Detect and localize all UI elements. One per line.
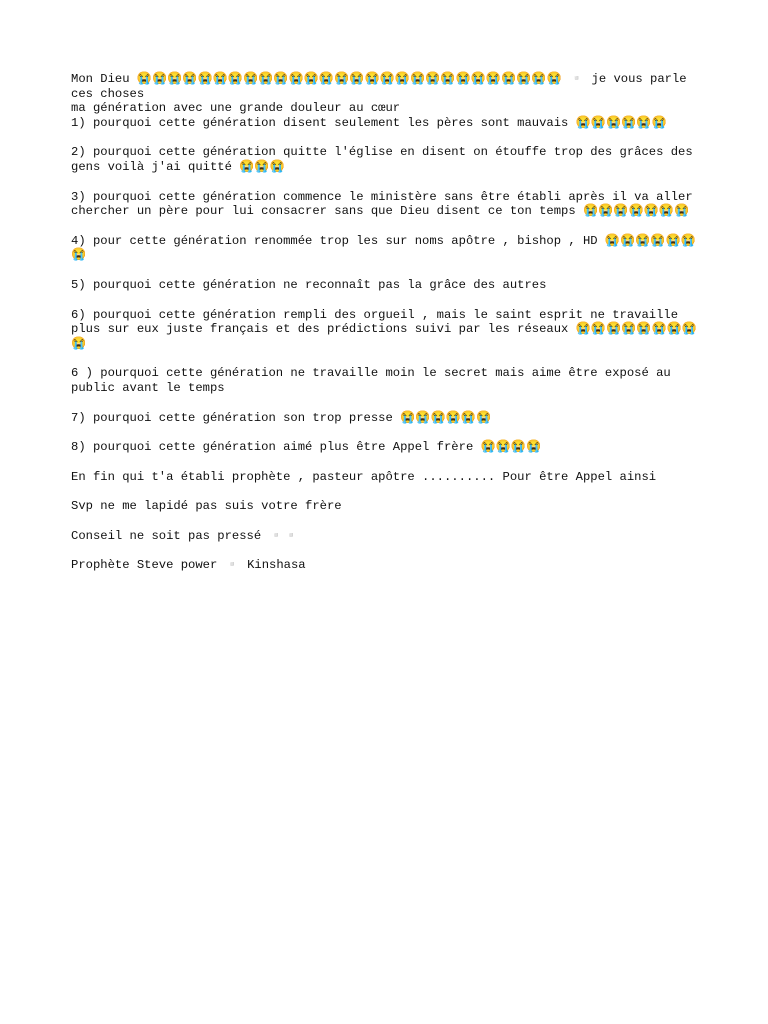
paragraph-point-8: 8) pourquoi cette génération aimé plus être Appel frère 😭😭😭😭 bbox=[71, 440, 542, 455]
paragraph-point-4: 4) pour cette génération renommée trop les sur noms apôtre , bishop , HD 😭😭😭😭😭😭😭 bbox=[71, 233, 696, 263]
paragraph-advice: Conseil ne soit pas pressé ▫️▫️ bbox=[71, 528, 299, 543]
paragraph-plea: Svp ne me lapidé pas suis votre frère bbox=[71, 499, 342, 514]
paragraph-point-6a: 6) pourquoi cette génération rempli des orgueil , mais le saint esprit ne travaille plus sur eux juste français et des prédictions suivi par les réseaux 😭😭😭😭😭😭😭😭😭 bbox=[71, 307, 698, 351]
paragraph-point-6b: 6 ) pourquoi cette génération ne travaille moin le secret mais aime être exposé au public avant le temps bbox=[71, 366, 679, 395]
paragraph-conclusion: En fin qui t'a établi prophète , pasteur apôtre .......... Pour être Appel ainsi bbox=[71, 469, 657, 484]
paragraph-point-1: 1) pourquoi cette génération disent seulement les pères sont mauvais 😭😭😭😭😭😭 bbox=[71, 115, 667, 130]
paragraph-point-5: 5) pourquoi cette génération ne reconnaît pas la grâce des autres bbox=[71, 277, 547, 292]
paragraph-point-3: 3) pourquoi cette génération commence le ministère sans être établi après il va aller chercher un père pour lui consacrer sans que Dieu disent ce ton temps 😭😭😭😭😭😭😭 bbox=[71, 189, 700, 219]
paragraph-intro-continuation: ma génération avec une grande douleur au cœur bbox=[71, 101, 401, 116]
paragraph-intro: Mon Dieu 😭😭😭😭😭😭😭😭😭😭😭😭😭😭😭😭😭😭😭😭😭😭😭😭😭😭😭😭 ▫️ je vous parle ces choses bbox=[71, 72, 694, 101]
document-page bbox=[71, 72, 711, 588]
paragraph-signature: Prophète Steve power ▫️ Kinshasa bbox=[71, 558, 306, 573]
paragraph-point-2: 2) pourquoi cette génération quitte l'église en disent on étouffe trop des grâces des gens voilà j'ai quitté 😭😭😭 bbox=[71, 145, 700, 174]
paragraph-point-7: 7) pourquoi cette génération son trop presse 😭😭😭😭😭😭 bbox=[71, 410, 492, 425]
